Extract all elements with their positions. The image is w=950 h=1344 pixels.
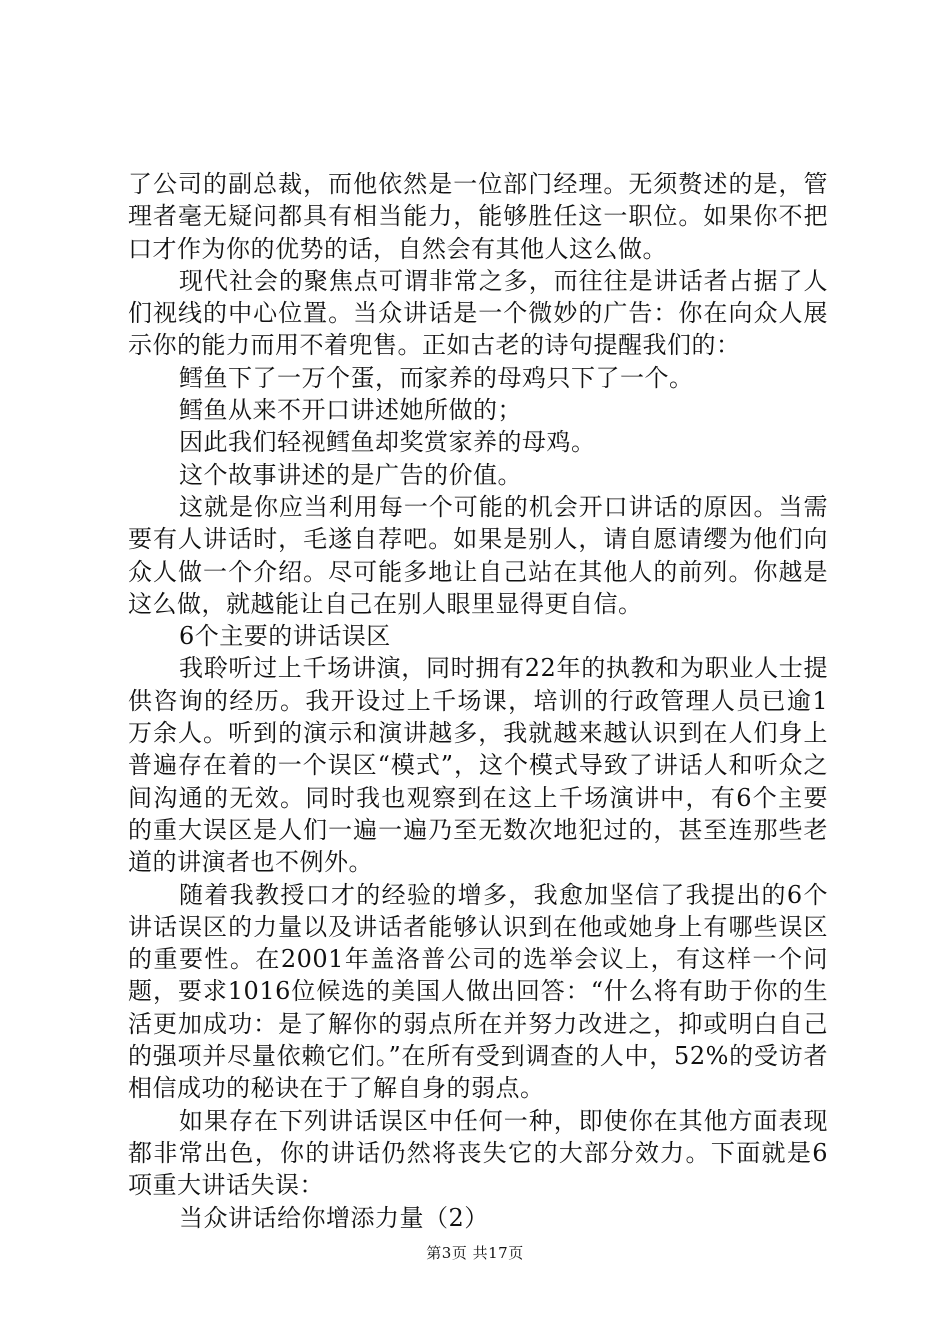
page-number-footer: 第3页 共17页 bbox=[426, 1244, 524, 1262]
paragraph-speak-up: 这就是你应当利用每一个可能的机会开口讲话的原因。当需要有人讲话时，毛遂自荐吧。如果是别人，请自愿请缨为他们向众人做一个介绍。尽可能多地让自己站在其他人的前列。你越是这么做，就越能让自己在别人眼里显得更自信。 bbox=[128, 492, 828, 618]
poem-line-1: 鳕鱼下了一万个蛋，而家养的母鸡只下了一个。 bbox=[179, 363, 694, 392]
paragraph-focus: 现代社会的聚焦点可谓非常之多，而往往是讲话者占据了人们视线的中心位置。当众讲话是一个微妙的广告：你在向众人展示你的能力而用不着兜售。正如古老的诗句提醒我们的： bbox=[128, 266, 828, 360]
poem-line-3: 因此我们轻视鳕鱼却奖赏家养的母鸡。 bbox=[179, 428, 596, 457]
paragraph-ad-value: 这个故事讲述的是广告的价值。 bbox=[179, 460, 522, 489]
poem-line-2: 鳕鱼从来不开口讲述她所做的； bbox=[179, 396, 522, 425]
paragraph-subtitle: 当众讲话给你增添力量（2） bbox=[179, 1203, 489, 1232]
paragraph-experience: 我聆听过上千场讲演，同时拥有22年的执教和为职业人士提供咨询的经历。我开设过上千场课，培训的行政管理人员已逾1万余人。听到的演示和演讲越多，我就越来越认识到在人们身上普遍存在着的一个误区“模式”，这个模式导致了讲话人和听众之间沟通的无效。同时我也观察到在这上千场演讲中，有6个主要的重大误区是人们一遍一遍乃至无数次地犯过的，甚至连那些老道的讲演者也不例外。 bbox=[128, 654, 828, 877]
paragraph-survey: 随着我教授口才的经验的增多，我愈加坚信了我提出的6个讲话误区的力量以及讲话者能够认识到在他或她身上有哪些误区的重要性。在2001年盖洛普公司的选举会议上，有这样一个问题，要求1016位候选的美国人做出回答：“什么将有助于你的生活更加成功：是了解你的弱点所在并努力改进之，抑或明白自己的强项并尽量依赖它们。”在所有受到调查的人中，52%的受访者相信成功的秘诀在于了解自身的弱点。 bbox=[128, 880, 828, 1103]
document-body bbox=[128, 168, 828, 1234]
paragraph-errors-intro: 如果存在下列讲话误区中任何一种，即使你在其他方面表现都非常出色，你的讲话仍然将丧失它的大部分效力。下面就是6项重大讲话失误： bbox=[128, 1106, 828, 1200]
section-heading: 6个主要的讲话误区 bbox=[179, 622, 391, 651]
paragraph-continuation: 了公司的副总裁，而他依然是一位部门经理。无须赘述的是，管理者毫无疑问都具有相当能力，能够胜任这一职位。如果你不把口才作为你的优势的话，自然会有其他人这么做。 bbox=[128, 170, 828, 263]
